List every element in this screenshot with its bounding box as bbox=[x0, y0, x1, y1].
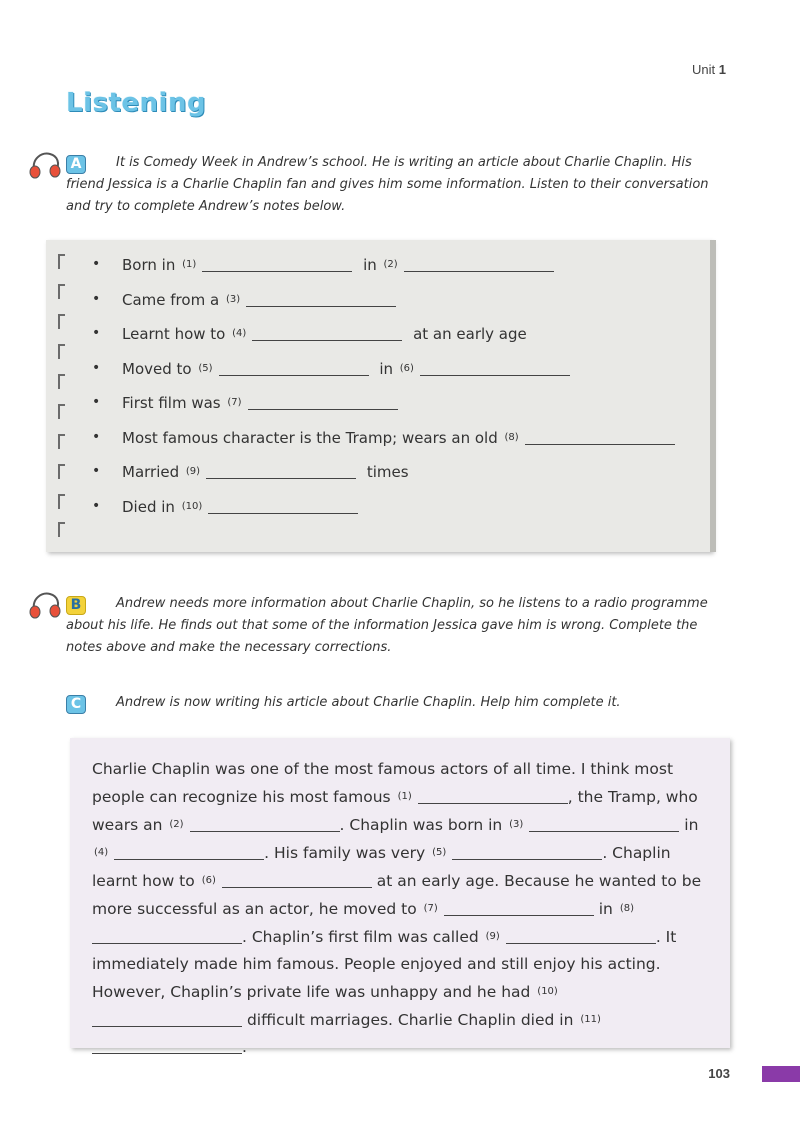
note-text: Most famous character is the Tramp; wears an old bbox=[122, 428, 498, 447]
spiral-ring bbox=[58, 464, 65, 479]
article-segment: at an early age. Because he wanted to be more successful as an actor, he moved to bbox=[92, 872, 702, 918]
article-text bbox=[92, 756, 712, 1061]
answer-blank[interactable] bbox=[92, 1039, 242, 1054]
answer-blank[interactable] bbox=[92, 929, 242, 944]
spiral-ring bbox=[58, 254, 65, 269]
gap-number: (7) bbox=[423, 903, 438, 914]
note-text: Learnt how to bbox=[122, 325, 226, 343]
answer-blank[interactable] bbox=[452, 845, 602, 860]
note-item bbox=[92, 291, 681, 326]
gap-number: (3) bbox=[225, 293, 241, 305]
gap-number: (1) bbox=[397, 791, 412, 802]
gap-number: (10) bbox=[181, 500, 203, 512]
gap-number: (2) bbox=[383, 259, 398, 270]
article-segment: Charlie Chaplin was one of the most famous actors of all time. I think most people can recognize his most famous bbox=[92, 760, 674, 806]
answer-blank[interactable] bbox=[222, 873, 372, 888]
answer-blank[interactable] bbox=[92, 1012, 242, 1027]
note-text: First film was bbox=[122, 394, 221, 412]
answer-blank[interactable] bbox=[525, 430, 675, 445]
page-title: Listening bbox=[66, 88, 207, 118]
answer-blank[interactable] bbox=[208, 499, 358, 514]
spiral-ring bbox=[58, 404, 65, 419]
section-a-badge: A bbox=[66, 155, 86, 174]
note-text: Came from a bbox=[122, 290, 220, 309]
gap-number: (11) bbox=[580, 1014, 601, 1025]
spiral-ring bbox=[58, 314, 65, 329]
note-text: Married bbox=[122, 463, 180, 481]
spiral-ring bbox=[58, 434, 65, 449]
spiral-ring bbox=[58, 494, 65, 509]
article-segment: . Chaplin learnt how to bbox=[92, 844, 671, 890]
gap-number: (2) bbox=[169, 819, 184, 830]
article-segment: . Chaplin’s first film was called bbox=[242, 928, 479, 946]
section-b-badge: B bbox=[66, 596, 86, 615]
gap-number: (6) bbox=[201, 875, 216, 886]
note-item bbox=[92, 498, 681, 533]
notes-box bbox=[46, 240, 712, 552]
answer-blank[interactable] bbox=[404, 257, 554, 272]
section-c-instruction-text: Andrew is now writing his article about Charlie Chaplin. Help him complete it. bbox=[116, 695, 621, 710]
article-box bbox=[70, 738, 730, 1056]
article-segment: difficult marriages. Charlie Chaplin died in bbox=[246, 1011, 574, 1029]
answer-blank[interactable] bbox=[190, 817, 340, 832]
gap-number: (4) bbox=[94, 847, 109, 858]
unit-label bbox=[692, 62, 726, 77]
gap-number: (8) bbox=[619, 903, 634, 914]
note-text: times bbox=[366, 463, 409, 481]
answer-blank[interactable] bbox=[418, 789, 568, 804]
answer-blank[interactable] bbox=[202, 257, 352, 272]
article-segment: . His family was very bbox=[264, 844, 426, 862]
gap-number: (9) bbox=[485, 931, 500, 942]
answer-blank[interactable] bbox=[219, 361, 369, 376]
section-b-instruction bbox=[66, 593, 726, 659]
article-segment: in bbox=[684, 816, 699, 834]
page-number-bar bbox=[762, 1066, 800, 1082]
note-text: in bbox=[379, 359, 393, 378]
note-item bbox=[92, 463, 681, 498]
gap-number: (3) bbox=[509, 819, 524, 830]
unit-number: 1 bbox=[718, 62, 726, 77]
spiral-ring bbox=[58, 284, 65, 299]
gap-number: (7) bbox=[227, 397, 242, 408]
note-text: Moved to bbox=[122, 359, 192, 378]
section-a-instruction-first: It is Comedy Week in Andrew’s school. He is writing an article about Charlie Chaplin. His friend bbox=[66, 155, 692, 192]
note-item bbox=[92, 394, 681, 429]
gap-number: (4) bbox=[232, 328, 247, 339]
article-segment: . bbox=[242, 1038, 247, 1056]
note-item bbox=[92, 256, 681, 291]
note-item bbox=[92, 360, 681, 395]
gap-number: (9) bbox=[185, 466, 201, 477]
answer-blank[interactable] bbox=[529, 817, 679, 832]
spiral-ring bbox=[58, 374, 65, 389]
unit-label-text: Unit bbox=[692, 62, 716, 77]
note-text: in bbox=[363, 256, 377, 274]
spiral-ring bbox=[58, 344, 65, 359]
notes-box-edge bbox=[710, 240, 716, 552]
answer-blank[interactable] bbox=[444, 901, 594, 916]
answer-blank[interactable] bbox=[246, 292, 396, 307]
note-item bbox=[92, 429, 681, 464]
section-c-badge: C bbox=[66, 695, 86, 714]
gap-number: (8) bbox=[504, 431, 519, 443]
note-text: Born in bbox=[122, 256, 176, 274]
gap-number: (6) bbox=[399, 362, 414, 374]
answer-blank[interactable] bbox=[114, 845, 264, 860]
answer-blank[interactable] bbox=[248, 395, 398, 410]
spiral-ring bbox=[58, 522, 65, 537]
answer-blank[interactable] bbox=[252, 326, 402, 341]
note-text: at an early age bbox=[413, 325, 527, 343]
answer-blank[interactable] bbox=[506, 929, 656, 944]
headphones-icon[interactable] bbox=[28, 590, 62, 620]
note-text: Died in bbox=[122, 497, 175, 516]
headphones-icon[interactable] bbox=[28, 150, 62, 180]
section-c-instruction bbox=[66, 692, 726, 714]
note-item bbox=[92, 325, 681, 360]
section-b-instruction-rest: about his life. He finds out that some of the information Jessica gave him is wrong. Complete the notes above and make the necessary corrections. bbox=[66, 618, 698, 655]
section-a-instruction bbox=[66, 152, 726, 218]
section-b-instruction-first: Andrew needs more information about Charlie Chaplin, so he listens to a radio programme bbox=[116, 596, 708, 611]
gap-number: (5) bbox=[198, 362, 213, 374]
article-segment: in bbox=[598, 900, 613, 918]
notes-list bbox=[92, 256, 681, 532]
article-segment: . It immediately made him famous. People enjoyed and still enjoy his acting. However, Chaplin’s private life was unhappy and he had bbox=[92, 928, 677, 1001]
answer-blank[interactable] bbox=[420, 361, 570, 376]
gap-number: (10) bbox=[537, 986, 558, 997]
answer-blank[interactable] bbox=[206, 464, 356, 479]
gap-number: (1) bbox=[182, 259, 197, 270]
article-segment: . Chaplin was born in bbox=[339, 816, 503, 834]
article-segment: , the Tramp, who wears an bbox=[92, 788, 698, 834]
page-number: 103 bbox=[708, 1066, 730, 1081]
section-a-instruction-rest: Jessica is a Charlie Chaplin fan and gives him some information. Listen to their conversation and try to complete Andrew’s notes below. bbox=[66, 177, 709, 214]
gap-number: (5) bbox=[432, 847, 447, 858]
